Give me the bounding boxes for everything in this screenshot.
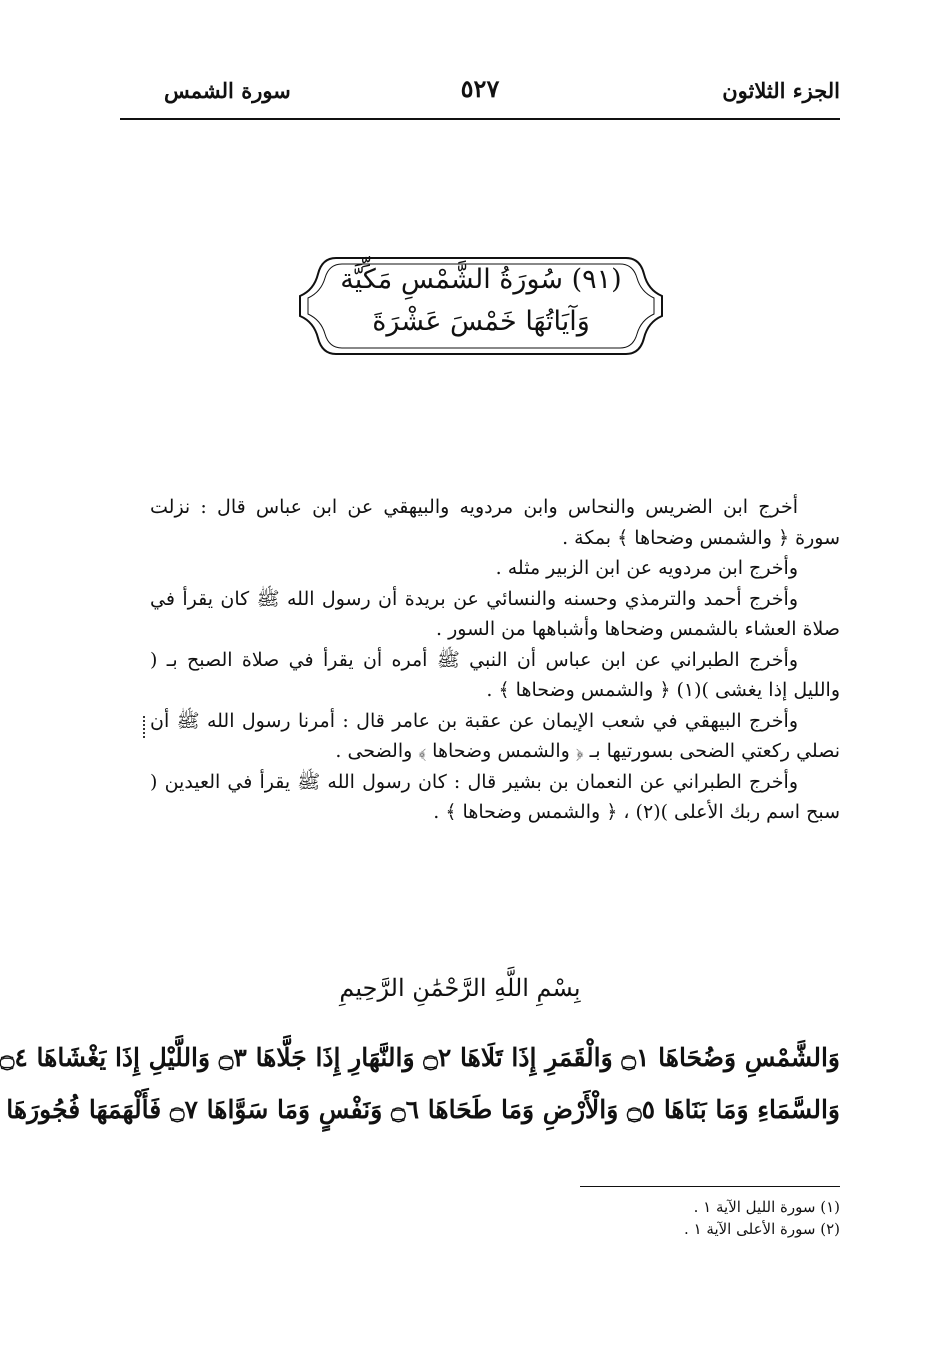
- header-rule: [120, 118, 840, 120]
- surah-title-line2: وَآيَاتُهَا خَمْسَ عَشْرَةَ: [372, 306, 590, 337]
- surah-title-box: [296, 244, 666, 368]
- quran-verses: [0, 1032, 840, 1136]
- footnote-1: (١) سورة الليل الآية ١ .: [693, 1198, 840, 1216]
- paragraph-6: وأخرج الطبراني عن النعمان بن بشير قال : كان رسول الله ﷺ يقرأ في العيدين ( سبح اسم ربك الأعلى )(٢) ، ﴿ والشمس وضحاها ﴾ .: [150, 770, 840, 823]
- paragraph-5: وأخرج البيهقي في شعب الإيمان عن عقبة بن عامر قال : أمرنا رسول الله ﷺ أن نصلي ركعتي الضحى بسورتيها بـ ﴿ والشمس وضحاها ﴾ والضحى .: [150, 709, 840, 762]
- running-header: [120, 72, 840, 116]
- verse-line-1: وَالشَّمْسِ وَضُحَاهَا ۝١ وَالْقَمَرِ إِذَا تَلَاهَا ۝٢ وَالنَّهَارِ إِذَا جَلَّاهَا ۝٣ وَاللَّيْلِ إِذَا يَغْشَاهَا ۝٤: [0, 1043, 840, 1072]
- surah-title-line1: (٩١) سُورَةُ الشَّمْسِ مَكِّيَّة: [340, 264, 622, 295]
- page-number: ٥٢٧: [460, 74, 500, 103]
- paragraph-2: وأخرج ابن مردويه عن ابن الزبير مثله .: [495, 557, 798, 579]
- commentary-text: [150, 492, 840, 828]
- verse-line-2: وَالسَّمَاءِ وَمَا بَنَاهَا ۝٥ وَالْأَرْضِ وَمَا طَحَاهَا ۝٦ وَنَفْسٍ وَمَا سَوَّاهَا ۝٧ فَأَلْهَمَهَا فُجُورَهَا: [6, 1095, 840, 1124]
- surah-header-title: سورة الشمس: [164, 78, 291, 103]
- footnote-rule: [580, 1186, 840, 1187]
- footnote-2: (٢) سورة الأعلى الآية ١ .: [684, 1220, 840, 1238]
- paragraph-3: وأخرج أحمد والترمذي وحسنه والنسائي عن بريدة أن رسول الله ﷺ كان يقرأ في صلاة العشاء بالشمس وضحاها وأشباهها من السور .: [150, 587, 840, 640]
- margin-mark: [143, 716, 149, 738]
- basmala: بِسْمِ اللَّهِ الرَّحْمَٰنِ الرَّحِيمِ: [339, 974, 581, 1002]
- paragraph-1: أخرج ابن الضريس والنحاس وابن مردويه والبيهقي عن ابن عباس قال : نزلت سورة ﴿ والشمس وضحاها ﴾ بمكة .: [150, 496, 840, 549]
- paragraph-4: وأخرج الطبراني عن ابن عباس أن النبي ﷺ أمره أن يقرأ في صلاة الصبح بـ ( والليل إذا يغشى )(١) ﴿ والشمس وضحاها ﴾ .: [150, 648, 840, 701]
- part-title: الجزء الثلاثون: [722, 78, 840, 103]
- footnotes: [560, 1196, 840, 1240]
